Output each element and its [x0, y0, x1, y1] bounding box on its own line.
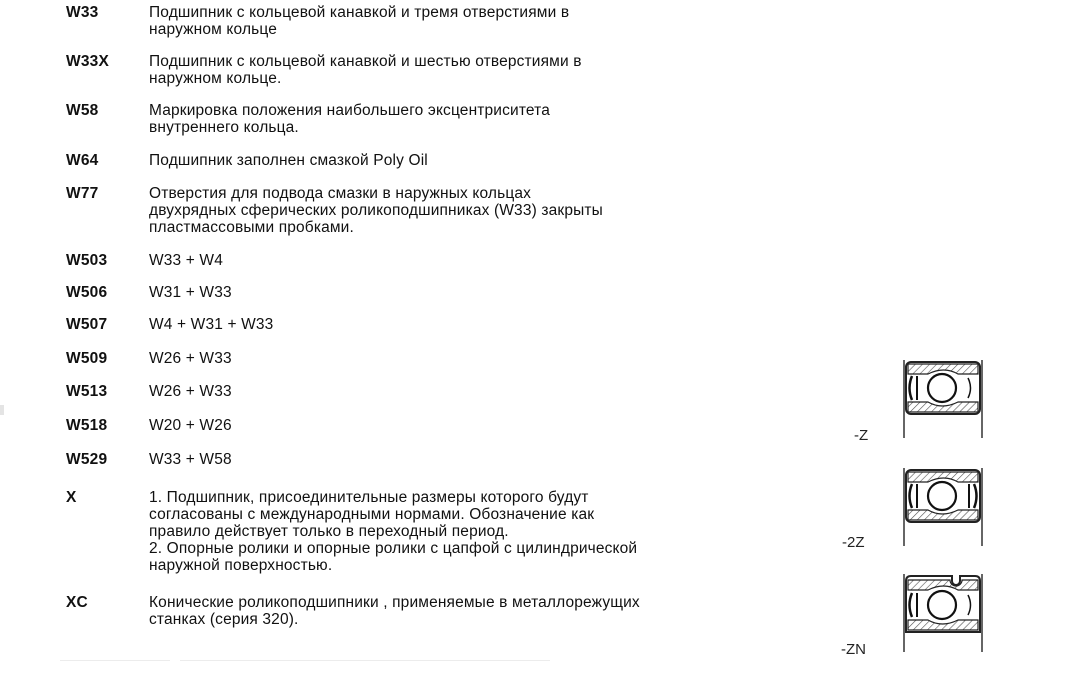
entry-code: W509 — [66, 350, 108, 367]
figure-label-zn: -ZN — [841, 641, 866, 658]
entry-description: Подшипник заполнен смазкой Poly Oil — [149, 152, 428, 169]
entry-code: W529 — [66, 451, 108, 468]
entry-description: W31 + W33 — [149, 284, 232, 301]
entry-description: W33 + W4 — [149, 252, 223, 269]
figure-label-z: -Z — [854, 427, 869, 444]
scan-margin-mark — [0, 405, 4, 415]
entry-description: W33 + W58 — [149, 451, 232, 468]
entry-description: Подшипник с кольцевой канавкой и тремя отверстиями в наружном кольце — [149, 4, 570, 38]
entry-code: X — [66, 489, 77, 506]
entry-code: W506 — [66, 284, 108, 301]
entry-code: W64 — [66, 152, 99, 169]
entry-description: 1. Подшипник, присоединительные размеры которого будут согласованы с международными нормами. Обозначение как правило действует только в переходный период. 2. Опорные ролики и опорные ролики с цапфой с цилиндрической наружной поверхностью. — [149, 489, 638, 574]
bottom-divider — [180, 660, 550, 661]
entry-code: W33X — [66, 53, 110, 70]
entry-code: W507 — [66, 316, 108, 333]
entry-code: W58 — [66, 102, 99, 119]
entry-description: W26 + W33 — [149, 383, 232, 400]
bearing-single-shield-icon — [900, 358, 990, 440]
entry-code: XC — [66, 594, 88, 611]
bearing-shield-snap-ring-icon — [900, 572, 990, 654]
entry-description: Подшипник с кольцевой канавкой и шестью отверстиями в наружном кольце. — [149, 53, 582, 87]
entry-code: W503 — [66, 252, 108, 269]
entry-code: W77 — [66, 185, 99, 202]
figure-label-2z: -2Z — [842, 534, 865, 551]
entry-description: W4 + W31 + W33 — [149, 316, 274, 333]
entry-code: W33 — [66, 4, 99, 21]
bearing-double-shield-icon — [900, 466, 990, 548]
bottom-divider — [60, 660, 170, 661]
entry-description: W26 + W33 — [149, 350, 232, 367]
entry-code: W513 — [66, 383, 108, 400]
entry-code: W518 — [66, 417, 108, 434]
entry-description: W20 + W26 — [149, 417, 232, 434]
entry-description: Маркировка положения наибольшего эксцентриситета внутреннего кольца. — [149, 102, 551, 136]
entry-description: Отверстия для подвода смазки в наружных кольцах двухрядных сферических роликоподшипниках (W33) закрыты пластмассовыми пробками. — [149, 185, 603, 236]
entry-description: Конические роликоподшипники , применяемые в металлорежущих станках (серия 320). — [149, 594, 640, 628]
